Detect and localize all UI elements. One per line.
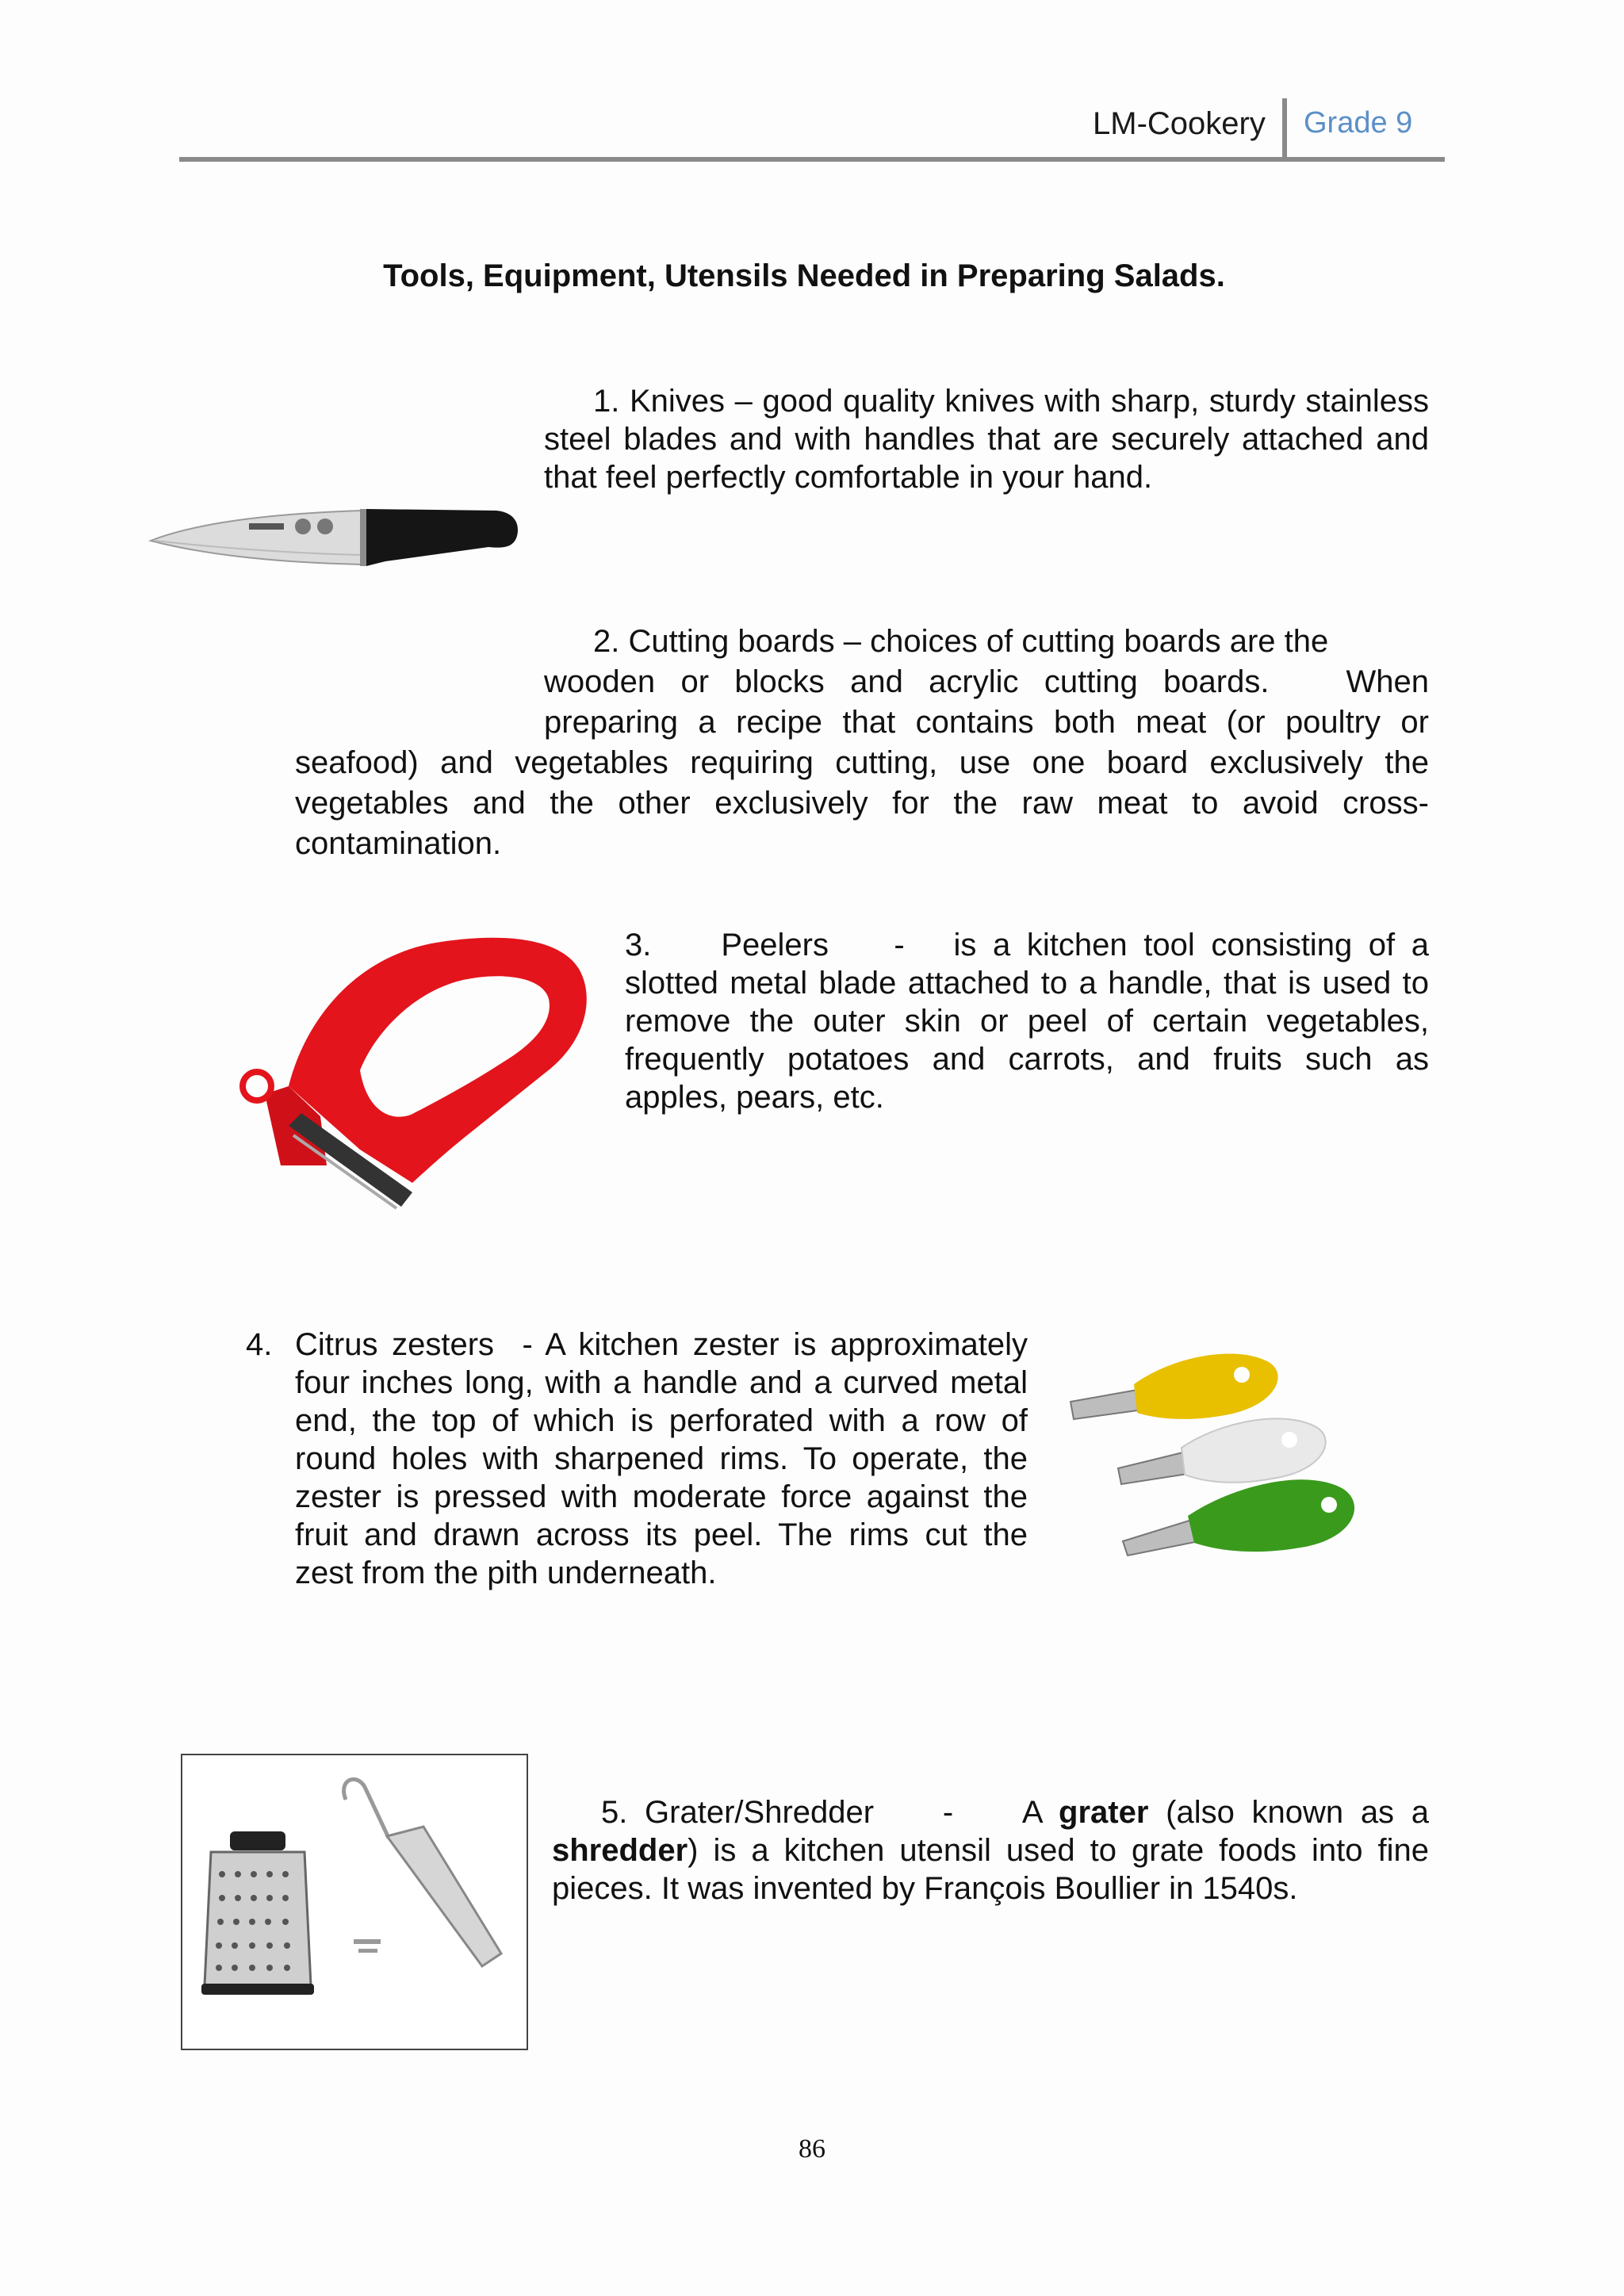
item-pre: A bbox=[1021, 1795, 1042, 1830]
item-cutting-boards bbox=[295, 622, 1429, 864]
item-description: is a kitchen tool consisting of a slotted metal blade attached to a handle, that is used to remove the outer skin or peel of certain vegetables, frequently potatoes and carrots, and fruits such as apples, pears, etc. bbox=[625, 928, 1430, 1115]
item-number: 3. bbox=[625, 928, 652, 962]
item-peelers bbox=[625, 926, 1429, 1116]
item-number: 5. bbox=[601, 1795, 628, 1830]
item-description-line: preparing a recipe that contains both meat (or poultry or bbox=[544, 705, 1429, 740]
item-separator: - bbox=[894, 928, 905, 962]
item-description-line: wooden or blocks and acrylic cutting boards. When bbox=[544, 664, 1429, 699]
item-description: ) is a kitchen utensil used to grate foods into fine pieces. It was invented by François Boullier in 1540s. bbox=[552, 1833, 1429, 1906]
header-rule bbox=[179, 157, 1445, 162]
item-citrus-zesters bbox=[246, 1326, 1028, 1592]
item-description: A kitchen zester is approximately four inches long, with a handle and a curved metal end, the top of which is perforated with a row of round holes with sharpened rims. To operate, the zester is pressed with moderate force against the fruit and drawn across its peel. The rims cut the zest from the pith underneath. bbox=[295, 1327, 1028, 1590]
item-description-line: seafood) and vegetables requiring cutting, use one board exclusively the vegetables and the other exclusively for the raw meat to avoid cross-contamination. bbox=[295, 745, 1429, 861]
item-number: 2. bbox=[593, 624, 620, 659]
item-number: 4. bbox=[246, 1327, 273, 1362]
term-grater: grater bbox=[1059, 1795, 1149, 1830]
item-separator: – bbox=[843, 624, 862, 659]
header-grade: Grade 9 bbox=[1304, 106, 1413, 140]
page-number: 86 bbox=[799, 2134, 825, 2164]
page-title: Tools, Equipment, Utensils Needed in Preparing Salads. bbox=[383, 258, 1225, 293]
zester-image bbox=[1055, 1340, 1388, 1570]
item-name: Peelers bbox=[721, 928, 829, 962]
item-grater-shredder bbox=[552, 1793, 1429, 1908]
grater-image bbox=[182, 1755, 527, 2049]
item-knives bbox=[544, 382, 1429, 496]
item-name: Citrus zesters bbox=[295, 1327, 495, 1362]
header-separator bbox=[1282, 98, 1287, 160]
item-name: Cutting boards bbox=[628, 624, 835, 659]
item-description: good quality knives with sharp, sturdy stainless steel blades and with handles that are securely attached and that feel perfectly comfortable in your hand. bbox=[544, 384, 1429, 495]
item-separator: - bbox=[522, 1327, 533, 1362]
knife-image bbox=[147, 499, 520, 579]
item-name: Grater/Shredder bbox=[645, 1795, 875, 1830]
peeler-image bbox=[233, 928, 606, 1229]
item-mid: (also known as a bbox=[1166, 1795, 1429, 1830]
item-number: 1. bbox=[593, 384, 620, 419]
item-name: Knives bbox=[629, 384, 726, 419]
item-description-line: choices of cutting boards are the bbox=[870, 624, 1329, 659]
item-separator: – bbox=[734, 384, 753, 419]
grater-image-frame bbox=[181, 1754, 528, 2050]
header-subject: LM-Cookery bbox=[1093, 106, 1266, 141]
term-shredder: shredder bbox=[552, 1833, 688, 1868]
item-separator: - bbox=[942, 1795, 954, 1830]
